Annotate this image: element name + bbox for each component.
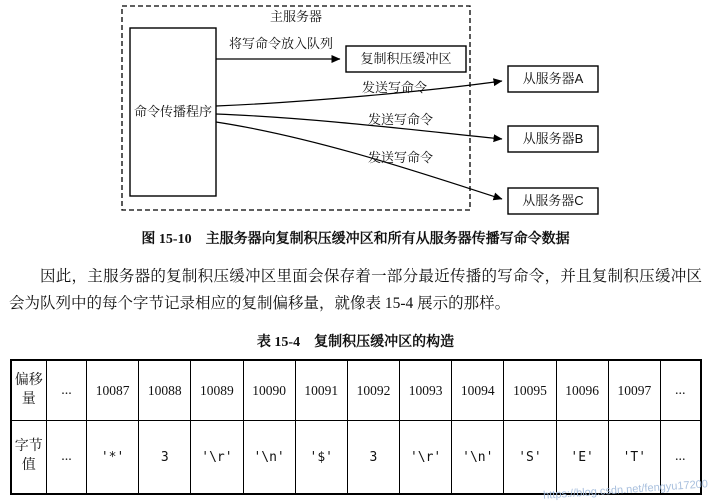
command-propagator-label: 命令传播程序 <box>133 104 213 119</box>
backlog-structure-table <box>10 359 702 495</box>
offset-ellipsis-left: ... <box>47 360 87 420</box>
slave-b-label: 从服务器B <box>522 131 584 146</box>
send-arrow-a <box>216 81 502 106</box>
backlog-buffer-label: 复制积压缓冲区 <box>360 51 452 66</box>
byte-cell: '\r' <box>191 420 243 494</box>
byte-cell: '\n' <box>452 420 504 494</box>
replication-diagram-svg <box>0 0 711 222</box>
offset-cell: 10089 <box>191 360 243 420</box>
offset-cell: 10088 <box>139 360 191 420</box>
byte-cell: 'T' <box>608 420 660 494</box>
offset-cell: 10093 <box>400 360 452 420</box>
byte-ellipsis-left: ... <box>47 420 87 494</box>
byte-cell: '*' <box>87 420 139 494</box>
body-paragraph: 因此，主服务器的复制积压缓冲区里面会保存着一部分最近传播的写命令，并且复制积压缓冲区会为队列中的每个字节记录相应的复制偏移量，就像表 15-4 展示的那样。 <box>9 268 702 312</box>
slave-a-label: 从服务器A <box>522 71 584 86</box>
offset-cell: 10092 <box>347 360 399 420</box>
table-title: 表 15-4 复制积压缓冲区的构造 <box>256 335 455 351</box>
byte-row <box>11 420 701 494</box>
slave-c-label: 从服务器C <box>522 193 584 208</box>
byte-cell: 3 <box>347 420 399 494</box>
byte-row-header: 字节值 <box>11 420 47 494</box>
offset-cell: 10095 <box>504 360 556 420</box>
send-arrow-c <box>216 122 502 199</box>
offset-cell: 10097 <box>608 360 660 420</box>
send-label-c: 发送写命令 <box>368 150 434 165</box>
byte-cell: '$' <box>295 420 347 494</box>
queue-arrow-label: 将写命令放入队列 <box>228 36 334 51</box>
watermark-url: https://blog.csdn.net/fengyu17200 <box>542 478 709 502</box>
offset-cell: 10087 <box>87 360 139 420</box>
byte-cell: '\n' <box>243 420 295 494</box>
send-arrow-b <box>216 114 502 139</box>
byte-cell: 'E' <box>556 420 608 494</box>
offset-cell: 10090 <box>243 360 295 420</box>
send-label-b: 发送写命令 <box>368 112 434 127</box>
offset-cell: 10096 <box>556 360 608 420</box>
offset-ellipsis-right: ... <box>661 360 701 420</box>
figure-diagram <box>0 0 711 222</box>
byte-cell: '\r' <box>400 420 452 494</box>
figure-caption: 图 15-10 主服务器向复制积压缓冲区和所有从服务器传播写命令数据 <box>141 232 570 247</box>
offset-cell: 10094 <box>452 360 504 420</box>
offset-cell: 10091 <box>295 360 347 420</box>
send-label-a: 发送写命令 <box>362 80 428 95</box>
offset-row-header: 偏移量 <box>11 360 47 420</box>
byte-cell: 'S' <box>504 420 556 494</box>
offset-row <box>11 360 701 420</box>
byte-ellipsis-right: ... <box>661 420 701 494</box>
master-server-label: 主服务器 <box>269 9 323 24</box>
byte-cell: 3 <box>139 420 191 494</box>
